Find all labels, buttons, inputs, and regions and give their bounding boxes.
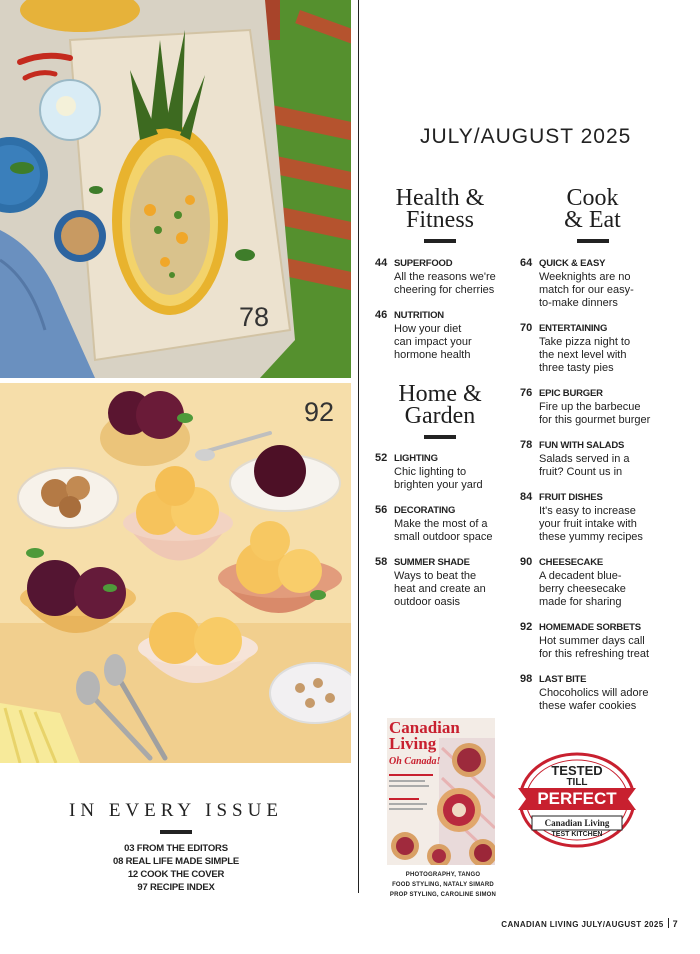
toc-kicker: FUN WITH SALADS — [539, 440, 625, 451]
badge-text-test-kitchen: TEST KITCHEN — [551, 831, 603, 838]
toc-page-number: 76 — [520, 387, 533, 399]
toc-page-number: 58 — [375, 556, 388, 568]
section-rule — [424, 435, 456, 439]
section-rule — [424, 239, 456, 243]
section-heading-cook-eat — [540, 187, 645, 243]
section-heading-line: Home & — [398, 381, 482, 407]
toc-page-number: 52 — [375, 452, 388, 464]
section-heading-home-garden — [385, 383, 495, 439]
toc-description: Salads served in a fruit? Count us in — [539, 453, 630, 478]
photo-credits — [368, 870, 518, 900]
toc-description: Chic lighting to brighten your yard — [394, 466, 483, 491]
section-heading-line: Health & — [395, 185, 485, 211]
toc-description: Take pizza night to the next level with three tasty pies — [539, 336, 631, 374]
toc-page-number: 92 — [520, 621, 533, 633]
regular-feature-item[interactable]: 12 COOK THE COVER — [127, 869, 225, 880]
section-heading-line: Cook — [566, 185, 619, 211]
cover-masthead-line: Living — [389, 734, 437, 753]
cover-headline: Oh Canada! — [389, 756, 441, 767]
toc-description: Chocoholics will adore these wafer cookies — [539, 687, 649, 712]
issue-date: JULY/AUGUST 2025 — [420, 125, 632, 148]
page-footer — [460, 918, 678, 929]
toc-kicker: EPIC BURGER — [539, 388, 603, 399]
footer-publication: CANADIAN LIVING JULY/AUGUST 2025 — [501, 920, 664, 929]
credit-line: PHOTOGRAPHY, TANGO — [405, 872, 481, 878]
toc-page-number: 84 — [520, 491, 533, 503]
toc-description: Hot summer days call for this refreshing treat — [539, 635, 650, 660]
toc-kicker: NUTRITION — [394, 310, 444, 321]
toc-kicker: ENTERTAINING — [539, 323, 608, 334]
toc-kicker: LIGHTING — [394, 453, 438, 464]
photo-homemade-sorbets — [0, 383, 351, 763]
photo-pineapple-salad — [0, 0, 351, 378]
badge-text-brand: Canadian Living — [544, 818, 610, 828]
footer-page-number: 7 — [672, 919, 678, 929]
toc-description: A decadent blue- berry cheesecake made for sharing — [539, 570, 626, 608]
toc-description: Ways to beat the heat and create an outdoor oasis — [394, 570, 486, 608]
toc-kicker: FRUIT DISHES — [539, 492, 603, 503]
toc-page-number: 64 — [520, 257, 533, 269]
toc-description: All the reasons we're cheering for cherries — [394, 271, 496, 296]
tested-till-perfect-badge — [518, 752, 636, 848]
toc-kicker: SUMMER SHADE — [394, 557, 470, 568]
toc-page-number: 44 — [375, 257, 388, 269]
toc-kicker: HOMEMADE SORBETS — [539, 622, 641, 633]
cover-masthead-line: Canadian — [389, 718, 460, 737]
regular-feature-item[interactable]: 03 FROM THE EDITORS — [124, 843, 228, 854]
toc-page-number: 98 — [520, 673, 533, 685]
regular-feature-item[interactable]: 97 RECIPE INDEX — [137, 882, 215, 893]
credit-line: FOOD STYLING, NATALY SIMARD — [392, 882, 494, 888]
photo-page-label-78: 78 — [239, 302, 270, 332]
toc-page-number: 46 — [375, 309, 388, 321]
toc-description: Fire up the barbecue for this gourmet burger — [539, 401, 651, 426]
toc-page-number: 78 — [520, 439, 533, 451]
toc-page-number: 56 — [375, 504, 388, 516]
in-every-issue-title: IN EVERY ISSUE — [69, 800, 283, 821]
section-heading-line: Garden — [404, 403, 476, 429]
badge-text-perfect: PERFECT — [537, 789, 617, 808]
toc-page-number: 70 — [520, 322, 533, 334]
magazine-cover-thumbnail[interactable] — [387, 718, 495, 865]
toc-kicker: LAST BITE — [539, 674, 587, 685]
footer-separator — [668, 918, 669, 928]
in-every-issue — [60, 800, 292, 894]
badge-text-till: TILL — [566, 777, 588, 788]
toc-kicker: QUICK & EASY — [539, 258, 606, 269]
column-divider — [358, 0, 359, 893]
section-heading-line: Fitness — [405, 207, 474, 233]
toc-description: How your diet can impact your hormone health — [394, 323, 472, 361]
credit-line: PROP STYLING, CAROLINE SIMON — [389, 892, 497, 898]
toc-description: Make the most of a small outdoor space — [394, 518, 493, 543]
toc-kicker: CHEESECAKE — [539, 557, 603, 568]
section-rule — [577, 239, 609, 243]
section-heading-line: & Eat — [564, 207, 621, 233]
badge-text-tested: TESTED — [551, 763, 603, 778]
section-heading-health-fitness — [385, 187, 495, 243]
regular-feature-item[interactable]: 08 REAL LIFE MADE SIMPLE — [113, 856, 239, 867]
toc-description: Weeknights are no match for our easy- to-make dinners — [539, 271, 634, 309]
toc-page-number: 90 — [520, 556, 533, 568]
cover-masthead — [389, 720, 460, 752]
photo-page-label-92: 92 — [304, 397, 335, 427]
toc-kicker: DECORATING — [394, 505, 456, 516]
toc-description: It's easy to increase your fruit intake with these yummy recipes — [539, 505, 643, 543]
section-rule — [160, 830, 192, 834]
toc-kicker: SUPERFOOD — [394, 258, 453, 269]
